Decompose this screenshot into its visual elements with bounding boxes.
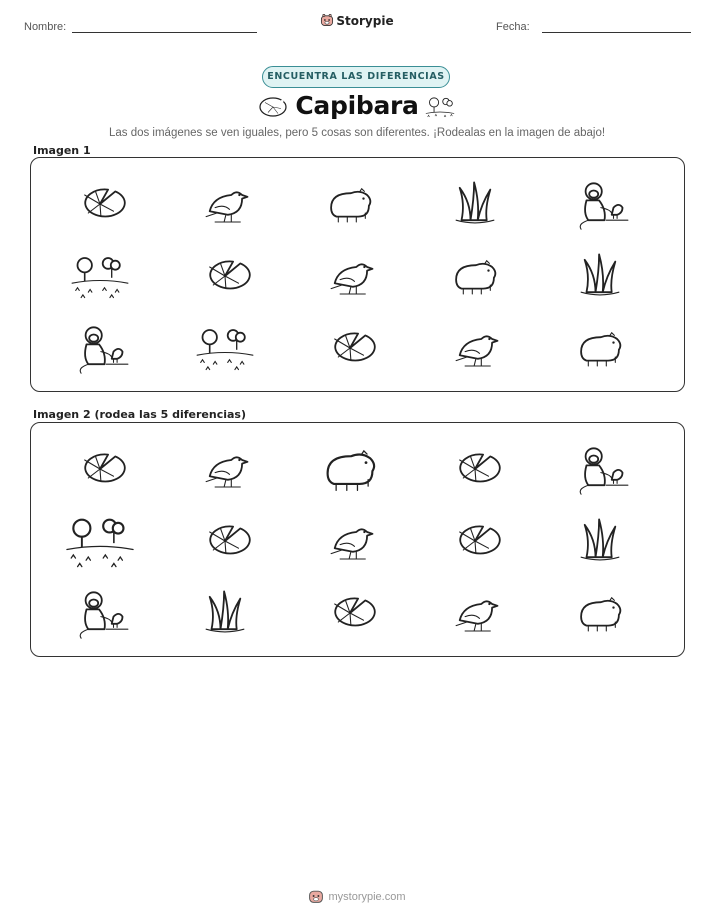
bird-icon <box>192 177 258 231</box>
monkey-icon[interactable] <box>67 586 133 640</box>
image2-label: Imagen 2 (rodea las 5 diferencias) <box>33 408 247 421</box>
monkey-icon <box>67 321 133 375</box>
grass-icon <box>567 249 633 303</box>
lily-pad-icon <box>67 177 133 231</box>
footer <box>0 888 714 904</box>
lily-pad-icon[interactable] <box>67 442 133 496</box>
image1-panel <box>30 157 685 392</box>
instructions: Las dos imágenes se ven iguales, pero 5 cosas son diferentes. ¡Rodealas en la imagen de abajo! <box>108 127 606 139</box>
brand-header <box>0 13 714 28</box>
meadow-icon <box>424 93 456 121</box>
footer-url: mystorypie.com <box>328 891 406 903</box>
lily-pad-icon[interactable] <box>442 442 508 496</box>
grass-icon[interactable] <box>567 514 633 568</box>
lily-pad-icon <box>192 249 258 303</box>
meadow-icon[interactable] <box>59 509 141 573</box>
capybara-icon <box>317 177 383 231</box>
bird-icon <box>442 321 508 375</box>
date-label: Fecha: <box>496 21 530 33</box>
bird-icon[interactable] <box>317 514 383 568</box>
monkey-icon <box>567 177 633 231</box>
grass-icon <box>442 177 508 231</box>
capybara-icon <box>567 321 633 375</box>
lily-pad-icon[interactable] <box>442 514 508 568</box>
date-field[interactable] <box>542 32 691 33</box>
bird-icon <box>317 249 383 303</box>
meadow-icon <box>67 249 133 303</box>
capybara-icon[interactable] <box>567 586 633 640</box>
lily-pad-icon[interactable] <box>317 586 383 640</box>
name-field[interactable] <box>72 32 257 33</box>
monkey-icon[interactable] <box>567 442 633 496</box>
lily-pad-icon <box>317 321 383 375</box>
capybara-logo-icon <box>320 13 334 27</box>
bird-icon[interactable] <box>192 442 258 496</box>
lily-pad-icon[interactable] <box>192 514 258 568</box>
image1-label: Imagen 1 <box>33 144 91 157</box>
capybara-icon <box>442 249 508 303</box>
bird-icon[interactable] <box>442 586 508 640</box>
page-title: Capibara <box>295 91 419 120</box>
brand-name: Storypie <box>336 14 394 28</box>
name-label: Nombre: <box>24 21 67 33</box>
grass-icon[interactable] <box>192 586 258 640</box>
meadow-icon <box>192 321 258 375</box>
image2-panel[interactable] <box>30 422 685 657</box>
capybara-icon[interactable] <box>309 437 391 501</box>
capybara-logo-icon <box>308 888 324 904</box>
activity-badge: ENCUENTRA LAS DIFERENCIAS <box>262 66 450 88</box>
